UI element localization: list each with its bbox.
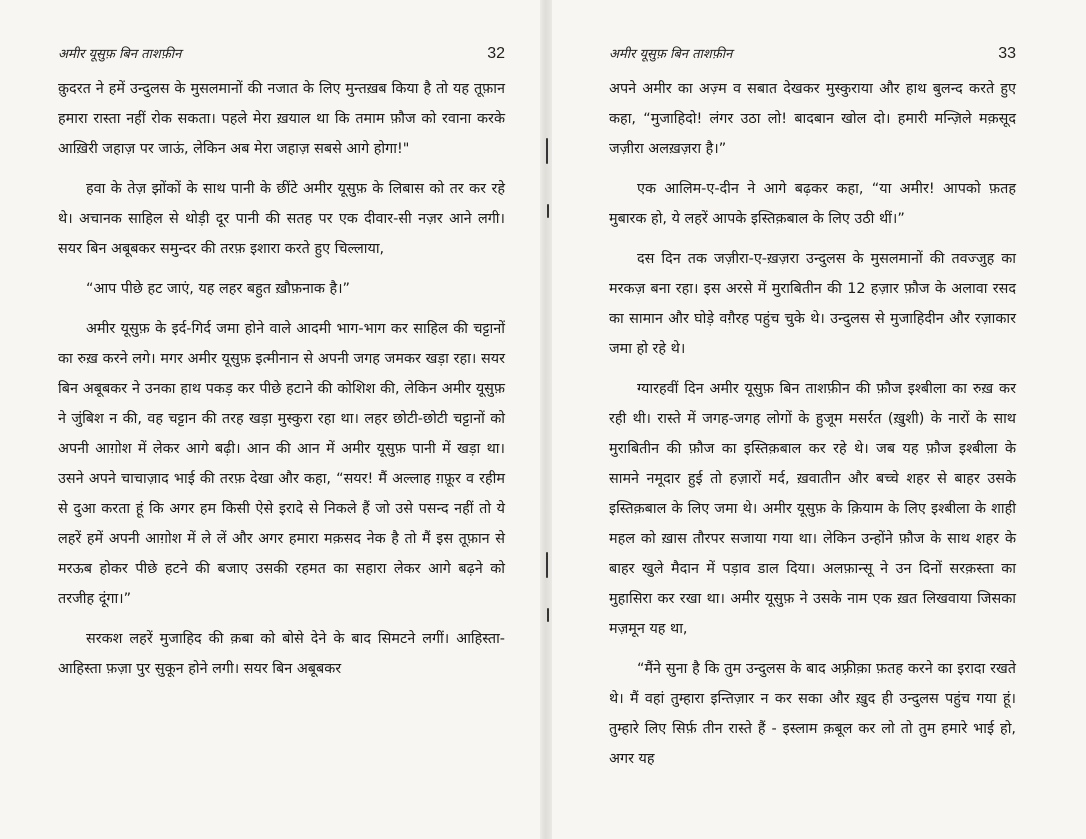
scan-mark bbox=[547, 204, 549, 218]
paragraph: अपने अमीर का अज़्म व सबात देखकर मुस्कुराया और हाथ बुलन्द करते हुए कहा, “मुजाहिदो! लंगर उठा लो! बादबान खोल दो। हमारी मन्ज़िले मक़सूद जज़ीरा अलख़ज़रा है।” bbox=[609, 81, 1016, 157]
left-page-body bbox=[58, 74, 505, 684]
page-number: 32 bbox=[487, 45, 505, 62]
scan-mark bbox=[547, 608, 549, 622]
left-page-header bbox=[58, 44, 505, 74]
paragraph: दस दिन तक जज़ीरा-ए-ख़ज़रा उन्दुलस के मुसलमानों की तवज्जुह का मरकज़ बना रहा। इस अरसे में मुराबितीन की 12 हज़ार फ़ौज के अलावा रसद का सामान और घोड़े वग़ैरह पहुंच चुके थे। उन्दुलस से मुजाहिदीन और रज़ाकार जमा हो रहे थे। bbox=[609, 251, 1016, 357]
scan-mark bbox=[546, 552, 548, 578]
running-title: अमीर यूसुफ़ बिन ताशफ़ीन bbox=[609, 47, 733, 62]
right-page-body bbox=[609, 74, 1016, 774]
paragraph: हवा के तेज़ झोंकों के साथ पानी के छींटे अमीर यूसुफ़ के लिबास को तर कर रहे थे। अचानक साहिल से थोड़ी दूर पानी की सतह पर एक दीवार-सी नज़र आने लगी। सयर बिन अबूबकर समुन्दर की तरफ़ इशारा करते हुए चिल्लाया, bbox=[58, 181, 505, 257]
page-number: 33 bbox=[998, 45, 1016, 62]
paragraph: एक आलिम-ए-दीन ने आगे बढ़कर कहा, “या अमीर! आपको फ़तह मुबारक हो, ये लहरें आपके इस्तिक़बाल के लिए उठी थीं।” bbox=[609, 181, 1016, 227]
paragraph: “मैंने सुना है कि तुम उन्दुलस के बाद अफ़्रीक़ा फ़तह करने का इरादा रखते थे। मैं वहां तुम्हारा इन्तिज़ार न कर सका और ख़ुद ही उन्दुलस पहुंच गया हूं। तुम्हारे लिए सिर्फ़ तीन रास्ते हैं - इस्लाम क़बूल कर लो तो तुम हमारे भाई हो, अगर यह bbox=[609, 661, 1016, 767]
running-title: अमीर यूसुफ़ बिन ताशफ़ीन bbox=[58, 47, 182, 62]
paragraph: क़ुदरत ने हमें उन्दुलस के मुसलमानों की नजात के लिए मुन्तख़ब किया है तो यह तूफ़ान हमारा रास्ता नहीं रोक सकता। पहले मेरा ख़याल था कि तमाम फ़ौज को रवाना करके आख़िरी जहाज़ पर जाऊं, लेकिन अब मेरा जहाज़ सबसे आगे होगा!" bbox=[58, 81, 505, 157]
right-page bbox=[545, 0, 1086, 839]
paragraph: सरकश लहरें मुजाहिद की क़बा को बोसे देने के बाद सिमटने लगीं। आहिस्ता-आहिस्ता फ़ज़ा पुर सुकून होने लगी। सयर बिन अबूबकर bbox=[58, 631, 505, 677]
paragraph: “आप पीछे हट जाएं, यह लहर बहुत ख़ौफ़नाक है।” bbox=[86, 281, 350, 297]
right-page-header bbox=[609, 44, 1016, 74]
paragraph: अमीर यूसुफ़ के इर्द-गिर्द जमा होने वाले आदमी भाग-भाग कर साहिल की चट्टानों का रुख़ करने लगे। मगर अमीर यूसुफ़ इत्मीनान से अपनी जगह जमकर खड़ा रहा। सयर बिन अबूबकर ने उनका हाथ पकड़ कर पीछे हटाने की कोशिश की, लेकिन अमीर यूसुफ़ ने जुंबिश न की, वह चट्टान की तरह खड़ा मुस्कुरा रहा था। लहर छोटी-छोटी चट्टानों को अपनी आग़ोश में लेकर आगे बढ़ी। आन की आन में अमीर यूसुफ़ पानी में खड़ा था। उसने अपने चाचाज़ाद भाई की तरफ़ देखा और कहा, “सयर! मैं अल्लाह ग़फ़ूर व रहीम से दुआ करता हूं कि अगर हम किसी ऐसे इरादे से निकले हैं जो उसे पसन्द नहीं तो ये लहरें हमें अपनी आग़ोश में ले लें और अगर हमारा मक़सद नेक है तो मैं इस तूफ़ान से मरऊब होकर पीछे हटने की बजाए उसकी रहमत का सहारा लेकर आगे बढ़ने को तरजीह दूंगा।” bbox=[58, 321, 505, 607]
scan-mark bbox=[546, 138, 548, 164]
book-gutter bbox=[540, 0, 552, 839]
paragraph: ग्यारहवीं दिन अमीर यूसुफ़ बिन ताशफ़ीन की फ़ौज इश्बीला का रुख़ कर रही थी। रास्ते में जगह-जगह लोगों के हुजूम मसर्रत (ख़ुशी) के नारों के साथ मुराबितीन की फ़ौज का इस्तिक़बाल कर रहे थे। जब यह फ़ौज इश्बीला के सामने नमूदार हुई तो हज़ारों मर्द, ख़वातीन और बच्चे शहर से बाहर उसके इस्तिक़बाल के लिए जमा थे। अमीर यूसुफ़ के क़ियाम के लिए इश्बीला के शाही महल को ख़ास तौरपर सजाया गया था। लेकिन उन्होंने फ़ौज के साथ शहर के बाहर खुले मैदान में पड़ाव डाल दिया। अलफ़ान्सू ने उन दिनों सरक़स्ता का मुहासिरा कर रखा था। अमीर यूसुफ़ ने उसके नाम एक ख़त लिखवाया जिसका मज़मून यह था, bbox=[609, 381, 1016, 637]
